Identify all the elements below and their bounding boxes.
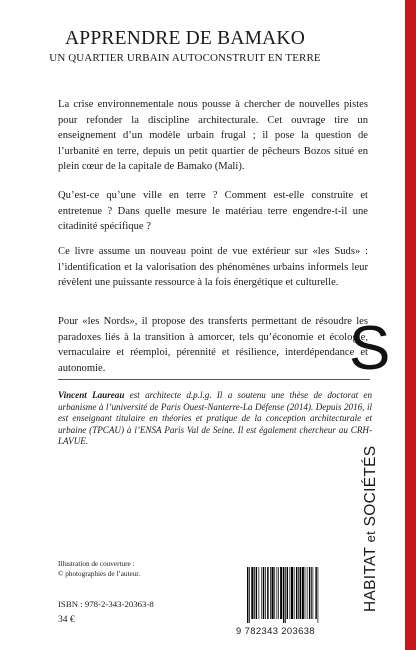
barcode-bar (274, 567, 275, 619)
barcode-bar (313, 567, 314, 619)
blurb-paragraph-1: La crise environnementale nous pousse à chercher de nouvelles pistes pour refonder la discipline architecturale. Cet ouvrage tire un enseignement d’un modèle urbain frugal ; il pose la question de l’urbanité en terre, depuis un petit quartier de pêcheurs Bozos situé en plein cœur de la capitale de Bamako (Mali). (58, 99, 368, 173)
barcode-bar (280, 567, 282, 619)
barcode-bar (247, 567, 248, 623)
blurb-paragraph-4: Pour «les Nords», il propose des transferts permettant de résoudre les paradoxes liés à la transition à amorcer, tels qu’économie et écologie, vernaculaire et réemploi, pérennité et résilience, interdépendance et autonomie. (58, 316, 368, 374)
barcode-bar (318, 567, 319, 623)
book-title: APPRENDRE DE BAMAKO (65, 28, 305, 49)
barcode-bar (296, 567, 297, 619)
cover-credit-line-2: © photographies de l’auteur. (58, 569, 141, 578)
barcode-bar (254, 567, 255, 619)
author-bio-text: est architecte d.p.l.g. Il a soutenu une thèse de doctorat en urbanisme à l’université de Paris Ouest-Nanterre-La Défense (2014). Depuis 2016, il est enseignant titulaire en théories et pratique de la conception architecturale et urbaine (TPCAU) à l’ENSA Paris Val de Seine. Il est également chercheur au CRH-LAVUE. (58, 390, 372, 447)
red-side-band (405, 0, 416, 650)
barcode-bar (265, 567, 266, 619)
barcode-bar (294, 567, 295, 619)
blurb-paragraph-3: Ce livre assume un nouveau point de vue extérieur sur «les Suds» : l’identification et la valorisation des phénomènes urbains informels leur révèlent une puissante ressource à la fois énergétique et culturelle. (58, 246, 368, 289)
barcode-bar (307, 567, 308, 619)
collection-name-part2: SOCIÉTÉS (362, 445, 379, 527)
barcode-bar (283, 567, 284, 623)
cover-credit (58, 560, 218, 579)
barcode-bar (256, 567, 257, 619)
barcode-bar (277, 567, 278, 619)
barcode-bar (249, 567, 250, 623)
barcode-bar (259, 567, 260, 619)
collection-name-part1: HABITAT (362, 547, 379, 612)
author-bio (58, 390, 372, 448)
barcode-bar (287, 567, 288, 619)
barcode-bar (315, 567, 316, 619)
barcode-bar (267, 567, 268, 619)
collection-name (360, 442, 382, 612)
barcode (246, 567, 342, 623)
divider-line (58, 379, 370, 380)
barcode-bar (311, 567, 312, 619)
price: 34 € (58, 615, 75, 625)
barcode-bar (298, 567, 299, 619)
barcode-bar (263, 567, 264, 619)
barcode-digits: 9 782343 203638 (236, 625, 315, 636)
barcode-bar (285, 567, 286, 623)
barcode-bar (289, 567, 290, 619)
barcode-bar (300, 567, 301, 619)
barcode-bar (309, 567, 310, 619)
collection-connector: et (363, 530, 378, 543)
barcode-bar (251, 567, 253, 619)
author-name: Vincent Laureau (58, 390, 125, 400)
blurb-paragraph-2: Qu’est-ce qu’une ville en terre ? Comment est-elle construite et entretenue ? Dans quelle mesure le matériau terre engendre-t-il une citadinité spécifique ? (58, 190, 368, 233)
isbn: ISBN : 978-2-343-20363-8 (58, 599, 154, 609)
barcode-bar (291, 567, 293, 619)
book-subtitle: UN QUARTIER URBAIN AUTOCONSTRUIT EN TERRE (49, 52, 321, 64)
barcode-bar (261, 567, 262, 619)
collection-logo: S (349, 314, 391, 383)
barcode-bar (302, 567, 304, 619)
barcode-bar (270, 567, 271, 619)
barcode-bar (271, 567, 273, 619)
barcode-bar (305, 567, 306, 619)
barcode-bar (278, 567, 279, 619)
cover-credit-line-1: Illustration de couverture : (58, 560, 135, 568)
